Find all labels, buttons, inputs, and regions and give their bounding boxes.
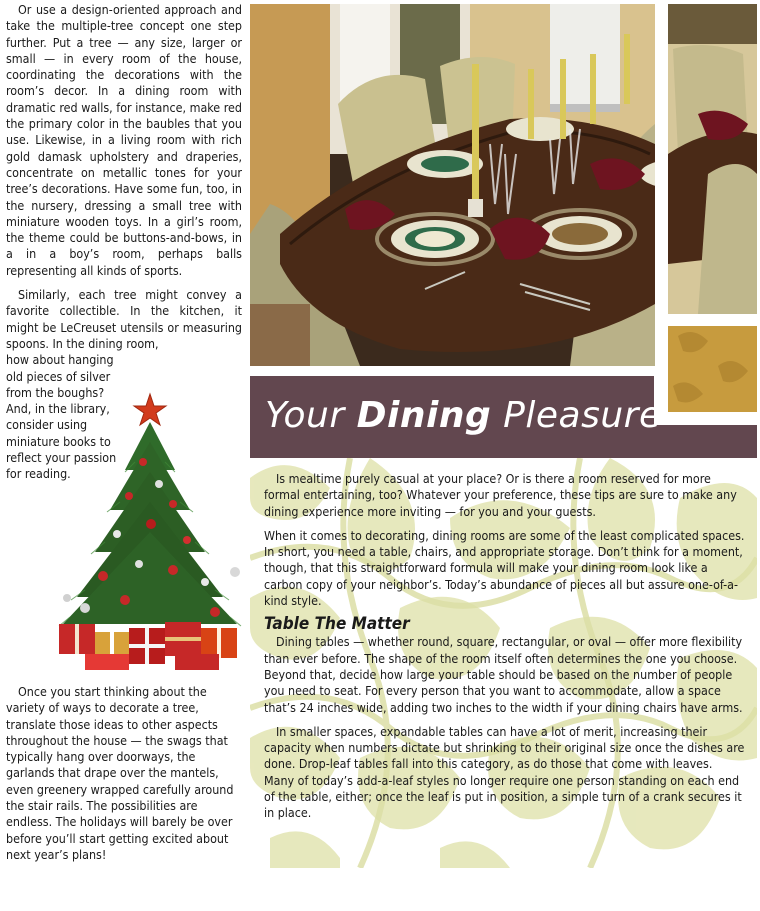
headline-post: Pleasure	[491, 395, 662, 436]
dining-table-image	[250, 4, 655, 366]
right-paragraph-4: In smaller spaces, expandable tables can have a lot of merit, increasing their capacity when numbers dictate but shrinking to their original size once the dishes are done. Drop-leaf tables fall into this category, as do those that come with leaves. Many of today’s add-a-leaf styles no longer require one person standing on each end of the table, either; once the leaf is put in position, a simple turn of a crank secures it in place.	[264, 723, 745, 821]
headline-bold: Dining	[356, 395, 492, 436]
dining-room-photo-side	[668, 4, 757, 314]
left-paragraph-3-block	[6, 684, 242, 863]
headline-pre: Your	[265, 395, 357, 436]
christmas-tree-illustration	[55, 392, 245, 672]
christmas-tree-icon	[55, 392, 245, 672]
dining-room-photo	[250, 4, 655, 366]
left-paragraph-1: Or use a design-oriented approach and take the multiple-tree concept one step further. Put a tree — any size, larger or small — in every room of the house, coordinating the decorations with the room’s decor. In a dining room with dramatic red walls, for instance, make red the primary color in the baubles that you use. Likewise, in a living room with rich gold damask upholstery and draperies, concentrate on metallic tones for your tree’s decorations. Have some fun, too, in the nursery, dressing a small tree with miniature wooden toys. In a girl’s room, the theme could be buttons-and-bows, in a in a boy’s room, perhaps balls representing all kinds of sports.	[6, 2, 242, 278]
damask-swatch-image	[668, 326, 757, 412]
left-paragraph-3: Once you start thinking about the variety of ways to decorate a tree, translate those ideas to other aspects throughout the house — the swags that typically hang over doorways, the garlands that drape over the mantels, even greenery wrapped carefully around the stair rails. The possibilities are endless. The holidays will barely be over before you’ll start getting excited about next year’s plans!	[6, 684, 234, 862]
section-subhead: Table The Matter	[264, 614, 410, 635]
article-body	[264, 471, 746, 822]
dining-chair-image	[668, 4, 757, 314]
right-paragraph-2: When it comes to decorating, dining rooms are some of the least complicated spaces. In short, you need a table, chairs, and appropriate storage. Don’t think for a moment, though, that this straightforward formula will make your dining room look like a carbon copy of your neighbor’s. Today’s abundance of pieces all but assure one-of-a-kind style.	[264, 527, 745, 609]
article-headline	[265, 392, 662, 440]
left-paragraph-2-lead: Similarly, each tree might convey a favorite collectible. In the kitchen, it might be LeCreuset utensils or measuring spoons. In the dining room,	[6, 287, 242, 351]
right-paragraph-1: Is mealtime purely casual at your place? Or is there a room reserved for more formal entertaining, too? Whatever your preference, these tips are sure to make any dining experience more inviting — for you and your guests.	[264, 471, 737, 519]
left-paragraph-2-narrow: how about hanging old pieces of silver from the boughs? And, in the library, consider using miniature books to reflect your passion for reading.	[6, 352, 117, 482]
right-paragraph-3: Dining tables — whether round, square, rectangular, or oval — offer more flexibility than ever before. The shape of the room itself often determines the one you choose. Beyond that, decide how large your table should be based on the number of people you need to seat. For every person that you want to accommodate, allow a space that’s 24 inches wide, adding two inches to the width if your dining chairs have arms.	[264, 634, 743, 715]
damask-fabric-swatch	[668, 326, 757, 412]
